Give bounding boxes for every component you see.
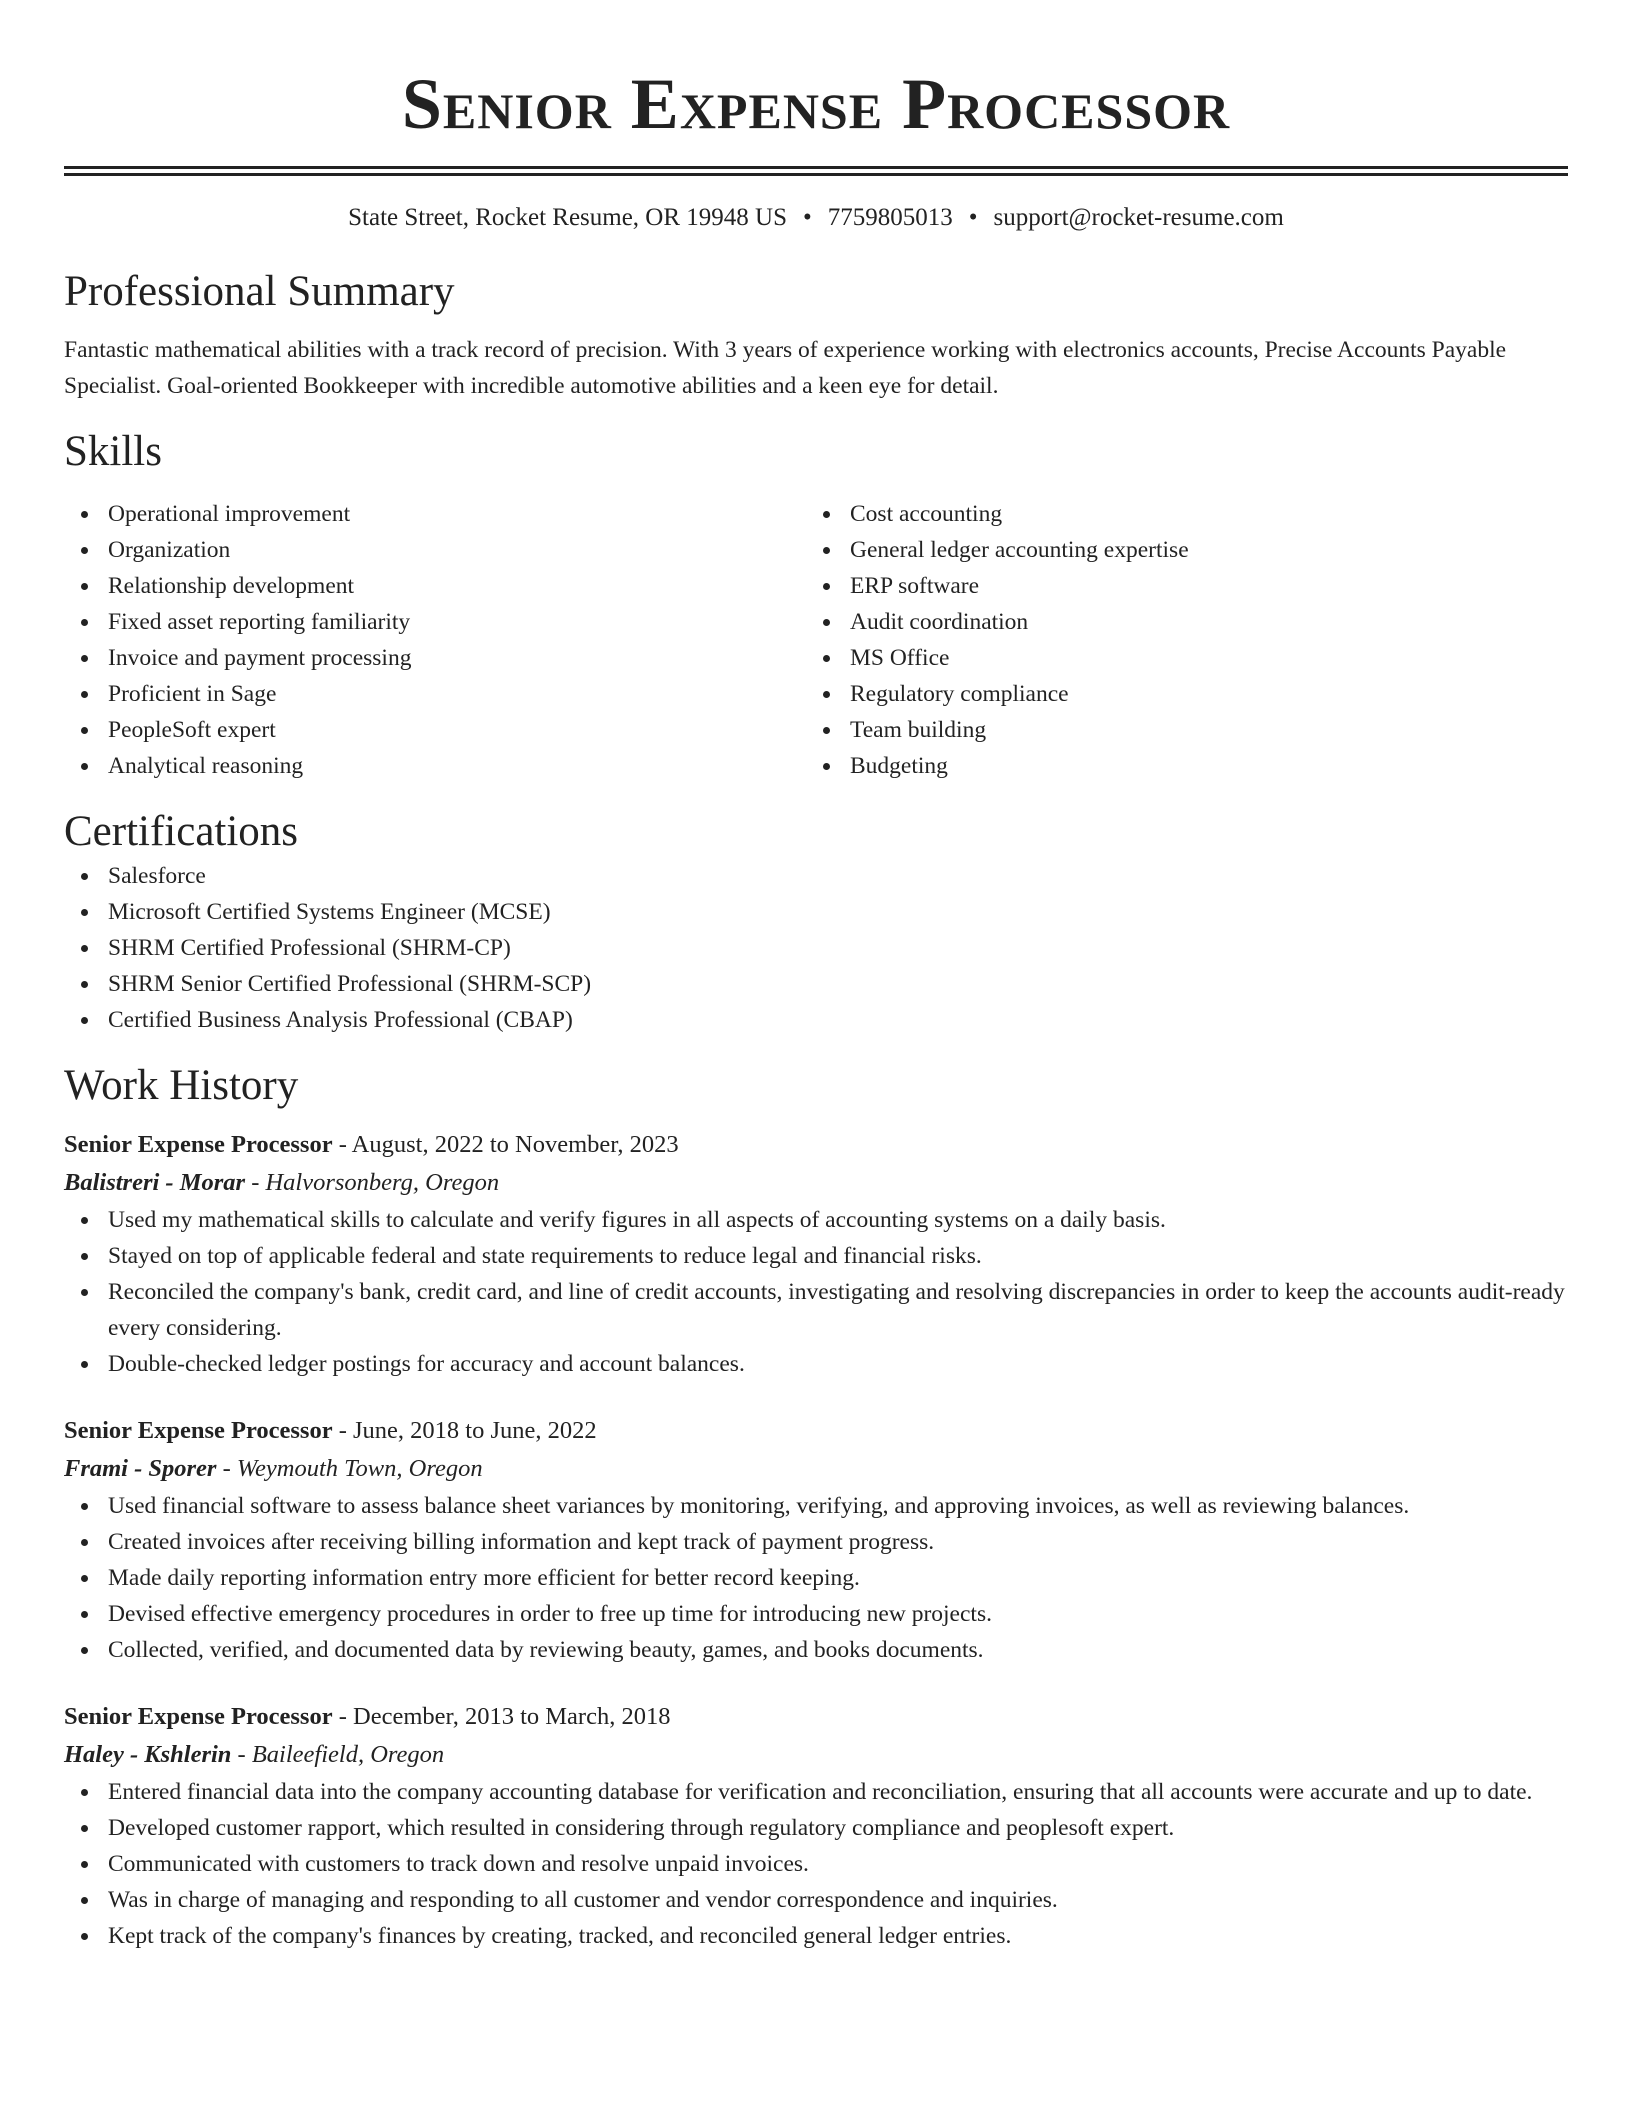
skill-item: ERP software (806, 568, 1548, 604)
job-role: Senior Expense Processor (64, 1131, 333, 1158)
resume-name: Senior Expense Processor (401, 64, 1231, 144)
job-company-line: Frami - Sporer - Weymouth Town, Oregon (64, 1455, 483, 1482)
job-role: Senior Expense Processor (64, 1417, 333, 1444)
contact-separator: • (803, 204, 812, 231)
skills-list-left (64, 496, 806, 784)
certification-item: SHRM Certified Professional (SHRM-CP) (64, 930, 1568, 966)
job-location: Halvorsonberg, Oregon (265, 1169, 500, 1196)
job-duty: Communicated with customers to track down and resolve unpaid invoices. (64, 1846, 1568, 1882)
skill-item: PeopleSoft expert (64, 712, 806, 748)
skills-column-right (806, 496, 1548, 784)
skills-heading: Skills (64, 428, 162, 475)
job-duties-list (64, 1202, 1568, 1382)
skills-list-right (806, 496, 1548, 784)
job-duty: Created invoices after receiving billing information and kept track of payment progress. (64, 1524, 1568, 1560)
job-duty: Developed customer rapport, which resulted in considering through regulatory compliance and peoplesoft expert. (64, 1810, 1568, 1846)
skill-item: Team building (806, 712, 1548, 748)
skills-grid (64, 496, 1568, 784)
contact-line (64, 202, 1568, 234)
skill-item: Analytical reasoning (64, 748, 806, 784)
job-duty: Made daily reporting information entry more efficient for better record keeping. (64, 1560, 1568, 1596)
job-company: Frami - Sporer (64, 1455, 217, 1482)
job-entry (64, 1698, 1568, 1954)
certifications-list (64, 858, 1568, 1038)
job-duty: Used my mathematical skills to calculate and verify figures in all aspects of accounting systems on a daily basis. (64, 1202, 1568, 1238)
certifications-heading: Certifications (64, 808, 299, 855)
skill-item: Audit coordination (806, 604, 1548, 640)
skill-item: Relationship development (64, 568, 806, 604)
job-duty: Double-checked ledger postings for accuracy and account balances. (64, 1346, 1568, 1382)
skill-item: MS Office (806, 640, 1548, 676)
skill-item: Fixed asset reporting familiarity (64, 604, 806, 640)
job-company: Haley - Kshlerin (64, 1741, 232, 1768)
certification-item: SHRM Senior Certified Professional (SHRM-SCP) (64, 966, 1568, 1002)
contact-email: support@rocket-resume.com (993, 204, 1284, 231)
work-history-heading: Work History (64, 1062, 299, 1109)
skill-item: Regulatory compliance (806, 676, 1548, 712)
contact-address: State Street, Rocket Resume, OR 19948 US (348, 204, 787, 231)
job-location: Baileefield, Oregon (251, 1741, 445, 1768)
job-dates: December, 2013 to March, 2018 (353, 1703, 671, 1730)
skill-item: General ledger accounting expertise (806, 532, 1548, 568)
job-location: Weymouth Town, Oregon (236, 1455, 483, 1482)
job-entry (64, 1412, 1568, 1668)
job-entry (64, 1126, 1568, 1382)
job-duties-list (64, 1488, 1568, 1668)
job-duties-list (64, 1774, 1568, 1954)
job-company-line: Haley - Kshlerin - Baileefield, Oregon (64, 1741, 445, 1768)
skill-item: Budgeting (806, 748, 1548, 784)
resume-page (64, 0, 1568, 1954)
job-company-line: Balistreri - Morar - Halvorsonberg, Oregon (64, 1169, 500, 1196)
job-duty: Was in charge of managing and responding to all customer and vendor correspondence and inquiries. (64, 1882, 1568, 1918)
certification-item: Salesforce (64, 858, 1568, 894)
job-duty: Kept track of the company's finances by creating, tracked, and reconciled general ledger entries. (64, 1918, 1568, 1954)
skill-item: Invoice and payment processing (64, 640, 806, 676)
job-role: Senior Expense Processor (64, 1703, 333, 1730)
skill-item: Operational improvement (64, 496, 806, 532)
job-title-line: Senior Expense Processor - December, 2013 to March, 2018 (64, 1703, 671, 1730)
job-duty: Collected, verified, and documented data by reviewing beauty, games, and books documents. (64, 1632, 1568, 1668)
job-duty: Reconciled the company's bank, credit card, and line of credit accounts, investigating and resolving discrepancies in order to keep the accounts audit-ready every considering. (64, 1274, 1568, 1346)
job-title-line: Senior Expense Processor - August, 2022 to November, 2023 (64, 1131, 679, 1158)
certification-item: Microsoft Certified Systems Engineer (MCSE) (64, 894, 1568, 930)
contact-separator: • (968, 204, 978, 231)
job-dates: August, 2022 to November, 2023 (351, 1131, 679, 1158)
job-company: Balistreri - Morar (64, 1169, 246, 1196)
skill-item: Organization (64, 532, 806, 568)
job-dates: June, 2018 to June, 2022 (353, 1417, 597, 1444)
header-double-rule (64, 166, 1568, 176)
contact-phone: 7759805013 (827, 204, 953, 231)
job-duty: Stayed on top of applicable federal and state requirements to reduce legal and financial risks. (64, 1238, 1568, 1274)
certification-item: Certified Business Analysis Professional (CBAP) (64, 1002, 1568, 1038)
skill-item: Cost accounting (806, 496, 1548, 532)
summary-heading: Professional Summary (64, 268, 455, 315)
job-duty: Used financial software to assess balance sheet variances by monitoring, verifying, and approving invoices, as well as reviewing balances. (64, 1488, 1568, 1524)
job-duty: Entered financial data into the company accounting database for verification and reconciliation, ensuring that all accounts were accurate and up to date. (64, 1774, 1568, 1810)
skill-item: Proficient in Sage (64, 676, 806, 712)
job-duty: Devised effective emergency procedures in order to free up time for introducing new projects. (64, 1596, 1568, 1632)
job-title-line: Senior Expense Processor - June, 2018 to June, 2022 (64, 1417, 597, 1444)
summary-text: Fantastic mathematical abilities with a track record of precision. With 3 years of experience working with electronics accounts, Precise Accounts Payable Specialist. Goal-oriented Bookkeeper with incredible automotive abilities and a keen eye for detail. (64, 337, 1507, 399)
skills-column-left (64, 496, 806, 784)
